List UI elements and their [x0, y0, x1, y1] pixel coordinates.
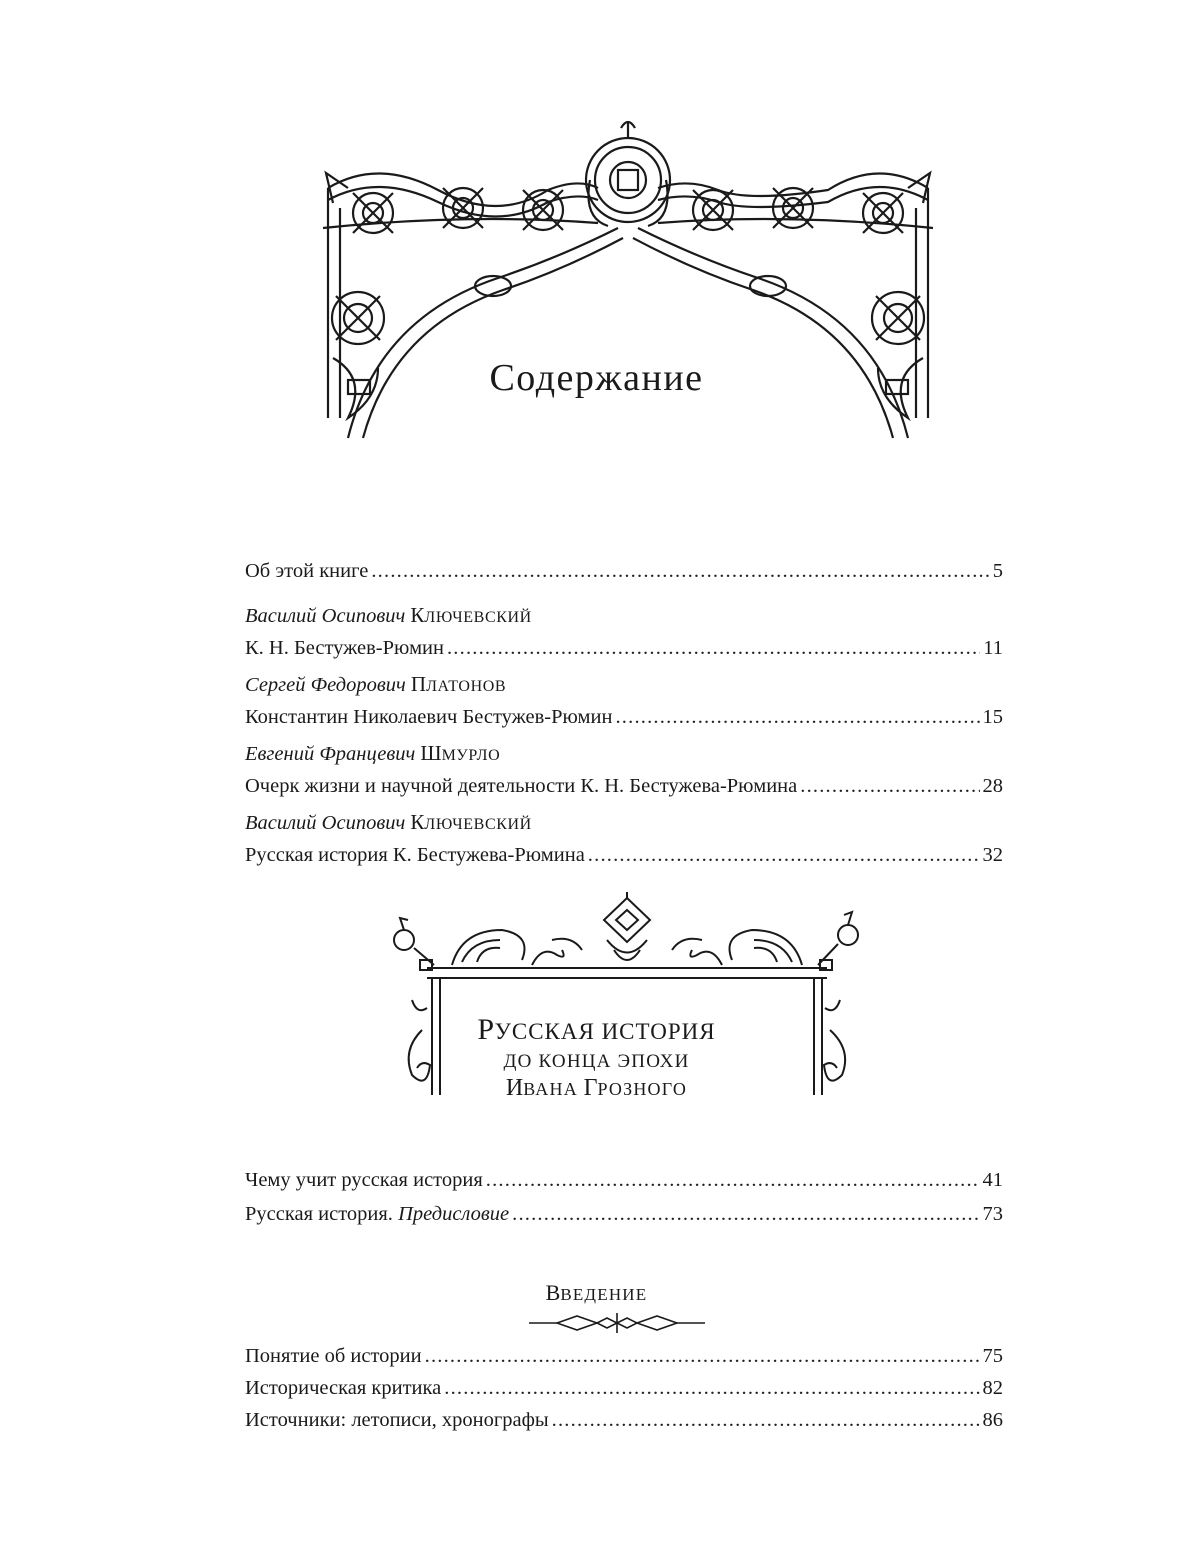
toc-page-number: 28	[982, 775, 1003, 797]
toc-row[interactable]	[245, 840, 1003, 870]
intro-cap: В	[545, 1280, 561, 1305]
toc-entry	[245, 600, 1003, 663]
toc-author	[245, 738, 1003, 771]
toc-row[interactable]	[245, 1341, 1003, 1371]
author-last-rest: МУРЛО	[441, 747, 501, 764]
section-cap: Г	[583, 1075, 598, 1101]
toc-row[interactable]	[245, 1373, 1003, 1403]
toc-leader	[588, 840, 980, 870]
toc-page-number: 75	[982, 1345, 1003, 1367]
toc-row[interactable]	[245, 633, 1003, 663]
toc-row[interactable]	[245, 1165, 1003, 1195]
section-title-line1	[0, 1013, 1193, 1047]
toc-title: Понятие об истории	[245, 1345, 422, 1367]
toc-title: Константин Николаевич Бестужев-Рюмин	[245, 706, 613, 728]
divider-ornament	[527, 1311, 707, 1335]
toc-title: Историческая критика	[245, 1377, 442, 1399]
toc-leader	[447, 633, 980, 663]
toc-row[interactable]	[245, 556, 1003, 586]
intro-rest: ВЕДЕНИЕ	[560, 1285, 648, 1304]
toc-author	[245, 807, 1003, 840]
author-last-rest: ЛАТОНОВ	[426, 678, 507, 695]
author-first-name: Василий Осипович	[245, 812, 406, 834]
author-first-name: Василий Осипович	[245, 605, 406, 627]
toc-page-number: 82	[982, 1377, 1003, 1399]
toc-leader	[615, 702, 979, 732]
section-rest: УССКАЯ ИСТОРИЯ	[494, 1019, 716, 1044]
toc-title	[245, 1199, 509, 1229]
toc-row[interactable]	[245, 1405, 1003, 1435]
toc-page-number: 15	[982, 706, 1003, 728]
toc-top	[245, 556, 1003, 870]
intro-heading	[0, 1280, 1193, 1306]
toc-entry	[245, 669, 1003, 732]
toc-leader	[444, 1373, 979, 1403]
toc-entry	[245, 556, 1003, 586]
author-last-rest: ЛЮЧЕВСКИЙ	[424, 609, 532, 626]
author-last-cap: Ш	[420, 741, 442, 765]
toc-section	[245, 1165, 1003, 1229]
toc-title: Чему учит русская история	[245, 1169, 483, 1191]
toc-row[interactable]	[245, 1199, 1003, 1229]
section-rest: ВАНА	[523, 1079, 584, 1099]
toc-title-plain: Русская история.	[245, 1203, 399, 1225]
toc-title: Русская история К. Бестужева-Рюмина	[245, 844, 585, 866]
section-title-line3	[0, 1075, 1193, 1102]
toc-page-number: 5	[992, 560, 1003, 582]
toc-leader	[800, 771, 979, 801]
toc-entry	[245, 807, 1003, 870]
toc-leader	[486, 1165, 980, 1195]
section-cap: Р	[477, 1013, 495, 1046]
author-last-cap: П	[410, 672, 427, 696]
toc-entry	[245, 738, 1003, 801]
toc-page-number: 32	[982, 844, 1003, 866]
toc-row[interactable]	[245, 771, 1003, 801]
toc-title: Об этой книге	[245, 560, 369, 582]
toc-title: Очерк жизни и научной деятельности К. Н. Бестужева-Рюмина	[245, 775, 798, 797]
section-cap: И	[505, 1075, 524, 1101]
toc-author	[245, 600, 1003, 633]
toc-leader	[371, 556, 989, 586]
section-rest: РОЗНОГО	[597, 1079, 688, 1099]
toc-title: Источники: летописи, хронографы	[245, 1409, 549, 1431]
toc-leader	[552, 1405, 980, 1435]
toc-page-number: 41	[982, 1169, 1003, 1191]
author-first-name: Сергей Федорович	[245, 674, 406, 696]
toc-leader	[425, 1341, 980, 1371]
author-first-name: Евгений Францевич	[245, 743, 416, 765]
toc-title: К. Н. Бестужев-Рюмин	[245, 637, 444, 659]
toc-intro	[245, 1341, 1003, 1435]
author-last-cap: К	[410, 603, 425, 627]
toc-row[interactable]	[245, 702, 1003, 732]
section-title	[0, 1013, 1193, 1102]
toc-page-number: 73	[982, 1203, 1003, 1225]
page-title: Содержание	[489, 357, 704, 399]
toc-page-number: 11	[983, 637, 1003, 659]
toc-title-italic: Предисловие	[398, 1203, 510, 1225]
section-title-line2: ДО КОНЦА ЭПОХИ	[503, 1051, 690, 1072]
toc-page-number: 86	[982, 1409, 1003, 1431]
author-last-rest: ЛЮЧЕВСКИЙ	[424, 816, 532, 833]
toc-author	[245, 669, 1003, 702]
author-last-cap: К	[410, 810, 425, 834]
toc-leader	[512, 1199, 979, 1229]
